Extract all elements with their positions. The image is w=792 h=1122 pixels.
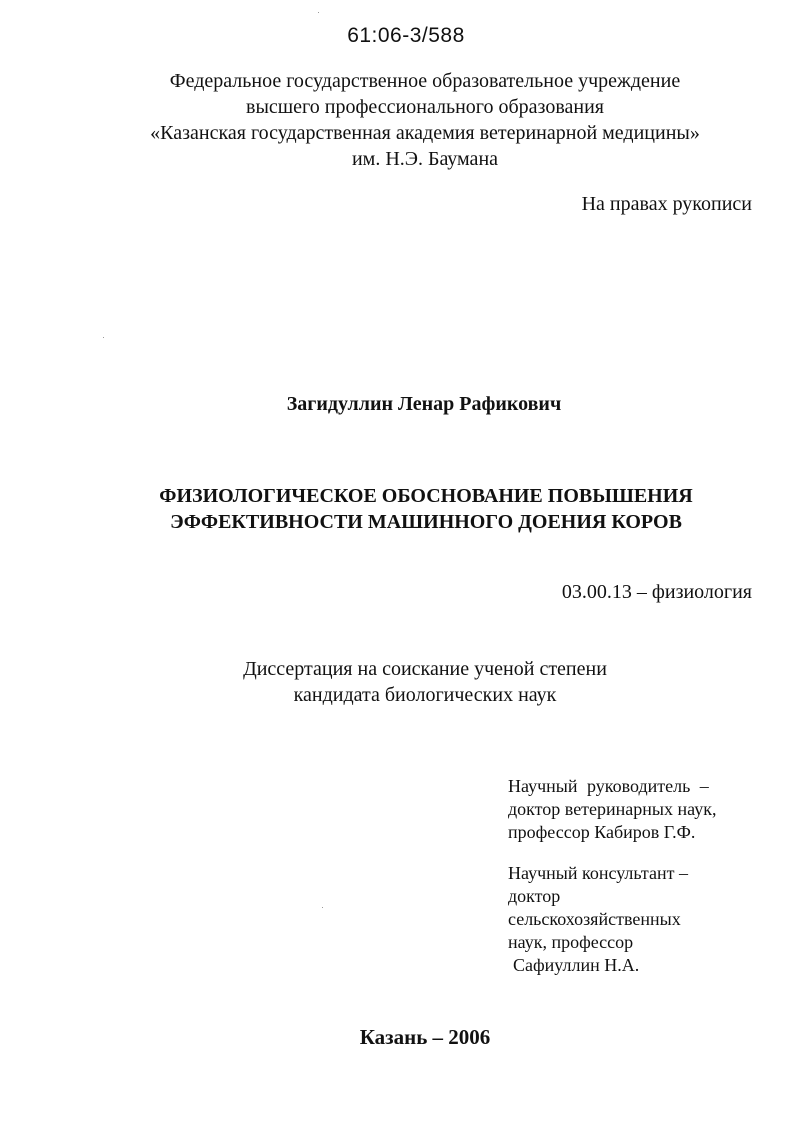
city-and-year: Казань – 2006 bbox=[359, 1025, 491, 1049]
scan-speck bbox=[322, 907, 323, 908]
thesis-title-line-1: ФИЗИОЛОГИЧЕСКОЕ ОБОСНОВАНИЕ ПОВЫШЕНИЯ bbox=[159, 485, 693, 507]
institution-line-1: Федеральное государственное образовательное учреждение bbox=[169, 70, 681, 92]
consultant-line-5: Сафиуллин Н.А. bbox=[513, 955, 640, 975]
supervisor-line-2: доктор ветеринарных наук, bbox=[508, 799, 717, 819]
supervisor-line-3: профессор Кабиров Г.Ф. bbox=[508, 822, 696, 842]
institution-line-3: «Казанская государственная академия ветеринарной медицины» bbox=[150, 122, 700, 144]
specialty-code: 03.00.13 – физиология bbox=[561, 581, 752, 603]
catalog-number: 61:06-3/588 bbox=[347, 24, 465, 47]
degree-statement bbox=[0, 656, 792, 708]
degree-line-1: Диссертация на соискание ученой степени bbox=[243, 658, 607, 680]
author-name: Загидуллин Ленар Рафикович bbox=[286, 393, 562, 415]
consultant-line-3: сельскохозяйственных bbox=[508, 909, 681, 929]
thesis-title bbox=[0, 483, 792, 535]
institution-line-4: им. Н.Э. Баумана bbox=[351, 148, 499, 170]
supervisor-line-1: Научный руководитель – bbox=[508, 776, 709, 796]
consultant-line-1: Научный консультант – bbox=[508, 863, 688, 883]
thesis-title-line-2: ЭФФЕКТИВНОСТИ МАШИННОГО ДОЕНИЯ КОРОВ bbox=[170, 511, 682, 533]
consultant-line-2: доктор bbox=[508, 886, 561, 906]
scientific-consultant bbox=[508, 862, 688, 977]
degree-line-2: кандидата биологических наук bbox=[293, 684, 557, 706]
manuscript-note: На правах рукописи bbox=[581, 193, 752, 215]
institution-header bbox=[0, 68, 792, 172]
scan-speck bbox=[103, 337, 104, 338]
consultant-line-4: наук, профессор bbox=[508, 932, 634, 952]
scan-speck bbox=[318, 12, 319, 13]
scientific-supervisor bbox=[508, 775, 716, 844]
institution-line-2: высшего профессионального образования bbox=[246, 96, 604, 118]
